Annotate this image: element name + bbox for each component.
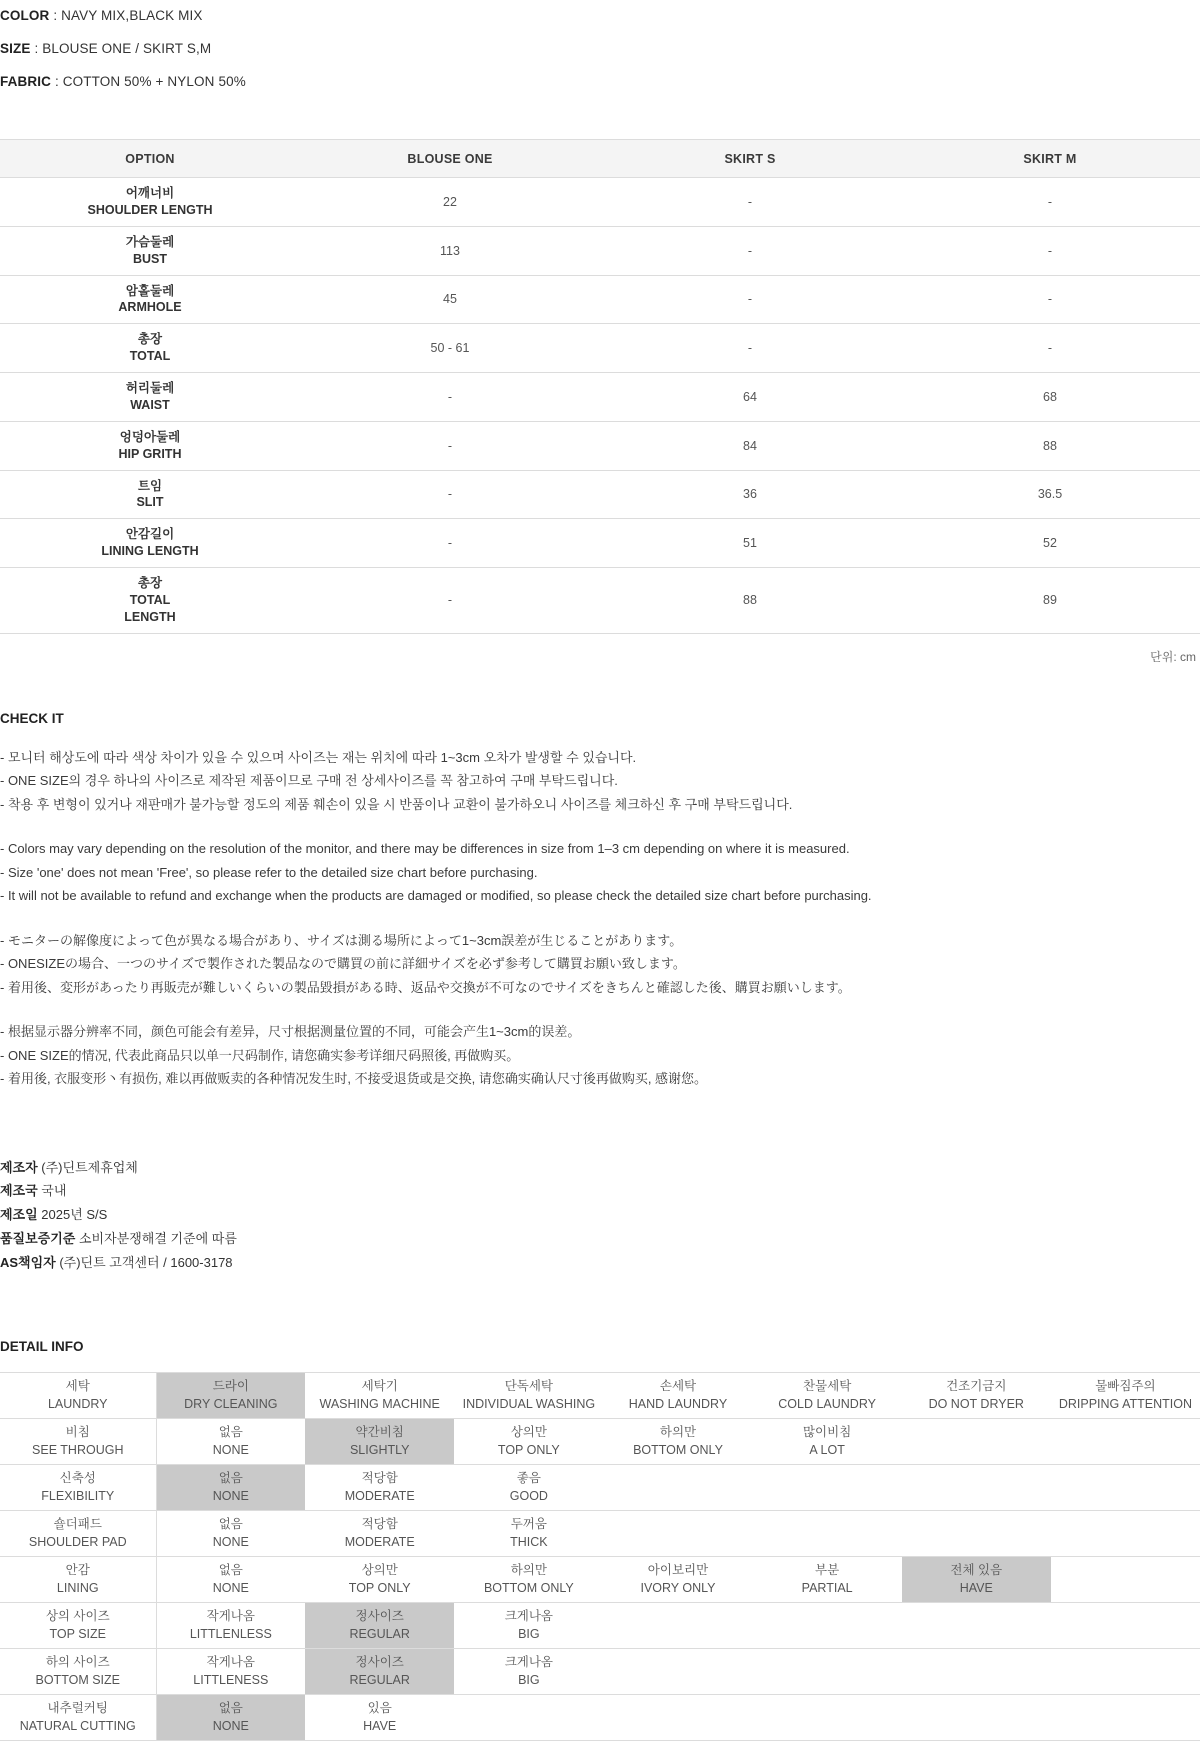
detail-option-kr: 크게나옴	[504, 1609, 553, 1624]
note-line: - 根据显示器分辨率不同，颜色可能会有差异，尺寸根据测量位置的不同，可能会产生1~3cm的误差。	[0, 1024, 581, 1040]
size-row-label-kr: 가슴둘레	[125, 234, 175, 249]
note-line: - Colors may vary depending on the resolution of the monitor, and there may be differences in size from 1–3 cm depending on where it is measured.	[0, 841, 850, 857]
detail-option-en: DRY CLEANING	[184, 1397, 278, 1412]
size-row-label-kr: 어깨너비	[125, 186, 175, 200]
detail-option-en: COLD LAUNDRY	[778, 1397, 876, 1412]
detail-option-en: TOP ONLY	[497, 1443, 560, 1458]
detail-option-cell[interactable]	[305, 1372, 454, 1418]
detail-empty-cell	[902, 1510, 1051, 1556]
size-cell: -	[300, 568, 600, 634]
detail-option-cell[interactable]	[454, 1510, 603, 1556]
size-row-label-kr: 암홀둘레	[125, 283, 175, 298]
detail-row-label-en: NATURAL CUTTING	[19, 1719, 136, 1734]
size-row-label-slit	[0, 470, 300, 519]
table-row	[0, 226, 1200, 275]
detail-option-cell[interactable]	[454, 1372, 603, 1418]
size-cell: -	[600, 178, 900, 227]
detail-info-row	[0, 1464, 1200, 1510]
table-row	[0, 373, 1200, 422]
detail-info-row	[0, 1418, 1200, 1464]
detail-option-kr: 정사이즈	[355, 1655, 404, 1670]
detail-empty-cell	[753, 1510, 902, 1556]
detail-option-cell[interactable]	[603, 1418, 752, 1464]
detail-row-label-kr: 신축성	[59, 1471, 96, 1486]
spec-color	[0, 8, 1200, 23]
detail-option-en: NONE	[212, 1581, 249, 1596]
detail-option-en: HAVE	[959, 1581, 993, 1596]
detail-option-cell[interactable]	[305, 1510, 454, 1556]
detail-info-table	[0, 1372, 1200, 1741]
size-cell: 36.5	[900, 470, 1200, 519]
detail-empty-cell	[753, 1602, 902, 1648]
size-row-label-kr: 트임	[137, 478, 163, 493]
maker-row	[0, 1230, 1200, 1249]
spec-size-value: : BLOUSE ONE / SKIRT S,M	[34, 41, 212, 56]
detail-option-en: PARTIAL	[801, 1581, 853, 1596]
maker-label: 제조국	[0, 1183, 38, 1199]
detail-option-cell[interactable]	[753, 1418, 902, 1464]
detail-option-cell[interactable]	[305, 1602, 454, 1648]
detail-row-label-en: SEE THROUGH	[32, 1443, 124, 1458]
size-row-label-en: SLIT	[136, 495, 164, 510]
size-cell: -	[600, 275, 900, 324]
detail-option-en: HAND LAUNDRY	[628, 1397, 728, 1412]
note-line: - It will not be available to refund and exchange when the products are damaged or modified, so please check the detailed size chart before purchasing.	[0, 888, 872, 904]
size-cell: 113	[300, 226, 600, 275]
detail-option-en: BOTTOM ONLY	[633, 1443, 723, 1458]
detail-row-label	[0, 1694, 156, 1740]
maker-row	[0, 1182, 1200, 1201]
detail-row-label	[0, 1648, 156, 1694]
size-row-label-kr: 허리둘레	[125, 381, 175, 395]
detail-option-cell[interactable]	[156, 1510, 305, 1556]
detail-option-kr: 없음	[218, 1701, 243, 1716]
detail-option-cell[interactable]	[156, 1556, 305, 1602]
detail-row-label-kr: 안감	[65, 1563, 90, 1578]
detail-row-label-kr: 숄더패드	[53, 1517, 102, 1532]
detail-option-kr: 정사이즈	[355, 1609, 404, 1624]
size-row-label-kr: 엉덩아둘레	[119, 429, 181, 444]
note-line: - 着用後, 衣服变形丶有损伤, 难以再做贩卖的各种情况发生时, 不接受退货或是交换, 请您确实确认尺寸後再做购买, 感谢您。	[0, 1071, 708, 1087]
detail-option-kr: 하의만	[659, 1425, 697, 1440]
detail-option-kr: 드라이	[212, 1379, 249, 1394]
maker-value: 소비자분쟁해결 기준에 따름	[75, 1231, 237, 1247]
size-cell: -	[900, 226, 1200, 275]
size-row-label-hip	[0, 421, 300, 470]
size-cell: -	[600, 226, 900, 275]
detail-option-kr: 작게나옴	[206, 1609, 255, 1624]
spec-fabric-label: FABRIC	[0, 74, 52, 89]
detail-row-label	[0, 1418, 156, 1464]
detail-option-cell[interactable]	[305, 1648, 454, 1694]
detail-empty-cell	[1051, 1602, 1200, 1648]
size-unit-note: 단위: cm	[1150, 649, 1196, 664]
detail-option-cell[interactable]	[156, 1694, 305, 1740]
size-row-label-waist	[0, 373, 300, 422]
detail-row-label-en: FLEXIBILITY	[41, 1489, 115, 1504]
detail-row-label-en: SHOULDER PAD	[28, 1535, 127, 1550]
detail-option-cell[interactable]	[902, 1556, 1051, 1602]
detail-option-kr: 단독세탁	[504, 1379, 553, 1394]
detail-option-kr: 찬물세탁	[802, 1379, 852, 1394]
maker-value: 2025년 S/S	[37, 1207, 108, 1223]
note-line: - 着用後、変形があったり再販売が難しいくらいの製品毀損がある時、返品や交換が不可なのでサイズをきちんと確認した後、購買お願いします。	[0, 979, 851, 995]
detail-option-en: GOOD	[509, 1489, 548, 1504]
detail-row-label	[0, 1556, 156, 1602]
size-cell: 52	[900, 519, 1200, 568]
size-header-option: OPTION	[0, 140, 300, 178]
detail-option-cell[interactable]	[902, 1372, 1051, 1418]
maker-label: 제조자	[0, 1159, 38, 1175]
size-header-skirt-m: SKIRT M	[900, 140, 1200, 178]
size-cell: -	[300, 421, 600, 470]
detail-option-en: INDIVIDUAL WASHING	[462, 1397, 596, 1412]
detail-row-label-en: LINING	[56, 1581, 99, 1596]
size-cell: 51	[600, 519, 900, 568]
note-line: - ONESIZEの場合、一つのサイズで製作された製品なので購買の前に詳細サイズを必ず参考して購買お願い致します。	[0, 956, 686, 972]
size-row-label-kr: 안감길이	[125, 527, 175, 542]
table-row	[0, 275, 1200, 324]
detail-option-cell[interactable]	[1051, 1372, 1200, 1418]
size-row-label-en: LINING LENGTH	[101, 544, 199, 559]
maker-row	[0, 1254, 1200, 1273]
note-gap	[0, 910, 1200, 931]
detail-empty-cell	[1051, 1648, 1200, 1694]
size-cell: 22	[300, 178, 600, 227]
detail-empty-cell	[1051, 1464, 1200, 1510]
detail-row-label	[0, 1602, 156, 1648]
detail-option-cell[interactable]	[156, 1464, 305, 1510]
maker-label: 제조일	[0, 1207, 38, 1223]
size-row-label-en: TOTAL LENGTH	[124, 592, 176, 624]
detail-option-en: WASHING MACHINE	[319, 1397, 440, 1412]
size-row-label-shoulder	[0, 178, 300, 227]
detail-option-cell[interactable]	[753, 1556, 902, 1602]
size-cell: 45	[300, 275, 600, 324]
detail-option-kr: 많이비침	[802, 1425, 852, 1440]
detail-option-cell[interactable]	[305, 1694, 454, 1740]
detail-empty-cell	[454, 1694, 603, 1740]
product-spec-block	[0, 0, 1200, 89]
detail-empty-cell	[902, 1464, 1051, 1510]
size-cell: -	[900, 324, 1200, 373]
size-cell: -	[300, 470, 600, 519]
detail-option-en: NONE	[212, 1443, 249, 1458]
table-row	[0, 470, 1200, 519]
size-row-label-en: SHOULDER LENGTH	[87, 202, 213, 217]
check-it-notes	[0, 748, 1200, 1089]
detail-option-en: REGULAR	[349, 1627, 410, 1642]
manufacturer-info	[0, 1159, 1200, 1273]
detail-info-body	[0, 1372, 1200, 1740]
detail-option-kr: 적당함	[361, 1471, 398, 1486]
maker-label: AS책임자	[0, 1255, 56, 1270]
detail-empty-cell	[1051, 1510, 1200, 1556]
detail-row-label	[0, 1372, 156, 1418]
table-row	[0, 568, 1200, 634]
detail-empty-cell	[1051, 1694, 1200, 1740]
spec-color-value: : NAVY MIX,BLACK MIX	[53, 8, 203, 23]
detail-option-kr: 좋음	[516, 1471, 541, 1486]
spec-color-label: COLOR	[0, 8, 50, 23]
size-row-label-total-length	[0, 568, 300, 634]
note-line: - Size 'one' does not mean 'Free', so please refer to the detailed size chart before purchasing.	[0, 864, 538, 880]
detail-row-label-en: BOTTOM SIZE	[35, 1673, 120, 1688]
detail-option-kr: 두꺼움	[510, 1517, 547, 1532]
detail-option-cell[interactable]	[156, 1648, 305, 1694]
size-header-blouse-one: BLOUSE ONE	[300, 140, 600, 178]
detail-option-cell[interactable]	[156, 1372, 305, 1418]
table-row	[0, 421, 1200, 470]
detail-option-kr: 작게나옴	[206, 1655, 255, 1670]
note-line: - 착용 후 변형이 있거나 재판매가 불가능할 정도의 제품 훼손이 있을 시 반품이나 교환이 불가하오니 사이즈를 체크하신 후 구매 부탁드립니다.	[0, 796, 793, 812]
detail-empty-cell	[753, 1648, 902, 1694]
detail-option-cell[interactable]	[603, 1556, 752, 1602]
size-cell: 68	[900, 373, 1200, 422]
detail-row-label-kr: 상의 사이즈	[45, 1609, 110, 1624]
detail-row-label-en: LAUNDRY	[47, 1397, 108, 1412]
detail-option-en: A LOT	[809, 1443, 845, 1458]
size-chart-head	[0, 140, 1200, 178]
detail-option-en: MODERATE	[344, 1489, 415, 1504]
spec-size-label: SIZE	[0, 41, 31, 56]
size-row-label-total	[0, 324, 300, 373]
detail-info-row	[0, 1372, 1200, 1418]
detail-option-en: IVORY ONLY	[640, 1581, 716, 1596]
detail-option-kr: 하의만	[510, 1563, 547, 1578]
size-row-label-en: TOTAL	[129, 349, 171, 364]
detail-empty-cell	[753, 1464, 902, 1510]
detail-option-kr: 없음	[218, 1471, 243, 1486]
detail-info-row	[0, 1510, 1200, 1556]
detail-empty-cell	[603, 1694, 752, 1740]
detail-info-row	[0, 1556, 1200, 1602]
detail-option-cell[interactable]	[603, 1372, 752, 1418]
size-row-label-bust	[0, 226, 300, 275]
spec-fabric-value: : COTTON 50% + NYLON 50%	[54, 74, 246, 89]
note-gap	[0, 818, 1200, 839]
detail-option-en: MODERATE	[344, 1535, 415, 1550]
maker-value: (주)딘트제휴업체	[37, 1159, 138, 1175]
detail-empty-cell	[1051, 1418, 1200, 1464]
size-cell: 64	[600, 373, 900, 422]
size-cell: 36	[600, 470, 900, 519]
detail-option-kr: 상의만	[361, 1563, 398, 1578]
detail-row-label-kr: 내추럴커팅	[47, 1701, 108, 1716]
detail-option-en: DRIPPING ATTENTION	[1058, 1397, 1192, 1412]
detail-info-row	[0, 1648, 1200, 1694]
detail-option-cell[interactable]	[454, 1418, 603, 1464]
maker-label: 품질보증기준	[0, 1231, 76, 1247]
detail-option-en: BOTTOM ONLY	[483, 1581, 574, 1596]
maker-row	[0, 1159, 1200, 1178]
spec-fabric	[0, 74, 1200, 89]
detail-empty-cell	[753, 1694, 902, 1740]
detail-option-en: BIG	[518, 1627, 540, 1642]
detail-row-label-en: TOP SIZE	[49, 1627, 106, 1642]
size-cell: -	[900, 275, 1200, 324]
detail-option-cell[interactable]	[454, 1464, 603, 1510]
detail-option-en: DO NOT DRYER	[928, 1397, 1024, 1412]
detail-row-label-kr: 세탁	[65, 1379, 90, 1394]
detail-option-en: LITTLENESS	[193, 1673, 269, 1688]
detail-empty-cell	[603, 1464, 752, 1510]
detail-option-kr: 없음	[218, 1517, 243, 1532]
detail-option-kr: 크게나옴	[504, 1655, 553, 1670]
note-line: - 모니터 해상도에 따라 색상 차이가 있을 수 있으며 사이즈는 재는 위치에 따라 1~3cm 오차가 발생할 수 있습니다.	[0, 749, 637, 765]
detail-option-kr: 전체 있음	[950, 1563, 1003, 1578]
table-row	[0, 324, 1200, 373]
detail-empty-cell	[902, 1418, 1051, 1464]
detail-option-cell[interactable]	[454, 1648, 603, 1694]
detail-option-cell[interactable]	[156, 1418, 305, 1464]
size-row-label-en: HIP GRITH	[118, 446, 182, 461]
detail-info-title: DETAIL INFO	[0, 1338, 84, 1354]
detail-option-kr: 있음	[367, 1701, 392, 1716]
size-row-label-lining-length	[0, 519, 300, 568]
size-cell: -	[600, 324, 900, 373]
detail-option-kr: 부분	[815, 1563, 840, 1578]
size-row-label-kr: 총장	[137, 332, 163, 347]
detail-option-en: THICK	[510, 1535, 548, 1550]
detail-option-kr: 손세탁	[659, 1379, 697, 1394]
size-cell: 50 - 61	[300, 324, 600, 373]
detail-option-cell[interactable]	[753, 1372, 902, 1418]
detail-empty-cell	[603, 1602, 752, 1648]
detail-empty-cell	[1051, 1556, 1200, 1602]
detail-option-cell[interactable]	[156, 1602, 305, 1648]
size-row-label-armhole	[0, 275, 300, 324]
detail-empty-cell	[902, 1694, 1051, 1740]
detail-row-label-kr: 하의 사이즈	[45, 1655, 110, 1670]
detail-option-cell[interactable]	[305, 1464, 454, 1510]
note-line: - ONE SIZE的情况, 代表此商品只以单一尺码制作, 请您确实参考详细尺码照後, 再做购买。	[0, 1047, 520, 1063]
size-cell: 88	[900, 421, 1200, 470]
size-row-label-en: WAIST	[130, 397, 170, 412]
detail-option-kr: 없음	[218, 1425, 243, 1440]
size-cell: 88	[600, 568, 900, 634]
maker-row	[0, 1206, 1200, 1225]
size-cell: 89	[900, 568, 1200, 634]
size-cell: 84	[600, 421, 900, 470]
detail-option-cell[interactable]	[454, 1556, 603, 1602]
size-header-skirt-s: SKIRT S	[600, 140, 900, 178]
detail-option-kr: 적당함	[361, 1517, 398, 1532]
detail-row-label	[0, 1510, 156, 1556]
detail-option-kr: 약간비침	[355, 1425, 404, 1440]
detail-row-label-kr: 비침	[65, 1425, 90, 1440]
detail-option-en: TOP ONLY	[348, 1581, 411, 1596]
detail-empty-cell	[902, 1602, 1051, 1648]
size-cell: -	[900, 178, 1200, 227]
detail-option-cell[interactable]	[454, 1602, 603, 1648]
detail-option-kr: 건조기금지	[946, 1379, 1007, 1394]
detail-option-en: LITTLENLESS	[189, 1627, 272, 1642]
detail-option-kr: 상의만	[510, 1425, 547, 1440]
size-row-label-en: ARMHOLE	[118, 300, 182, 315]
check-it-title: CHECK IT	[0, 710, 64, 726]
note-line: - ONE SIZE의 경우 하나의 사이즈로 제작된 제품이므로 구매 전 상세사이즈를 꼭 참고하여 구매 부탁드립니다.	[0, 773, 618, 789]
detail-option-en: NONE	[212, 1719, 249, 1734]
size-chart-body	[0, 178, 1200, 634]
detail-option-en: NONE	[212, 1535, 249, 1550]
detail-empty-cell	[902, 1648, 1051, 1694]
detail-option-kr: 세탁기	[361, 1379, 398, 1394]
detail-option-en: NONE	[212, 1489, 249, 1504]
detail-empty-cell	[603, 1510, 752, 1556]
size-chart-table	[0, 139, 1200, 634]
maker-value: 국내	[37, 1183, 67, 1199]
detail-option-en: HAVE	[363, 1719, 397, 1734]
detail-info-row	[0, 1602, 1200, 1648]
table-row	[0, 519, 1200, 568]
detail-option-kr: 아이보리만	[647, 1563, 709, 1578]
table-row	[0, 178, 1200, 227]
detail-option-kr: 물빠짐주의	[1095, 1379, 1156, 1394]
note-gap	[0, 1001, 1200, 1022]
maker-value: (주)딘트 고객센터 / 1600-3178	[55, 1255, 233, 1270]
detail-row-label	[0, 1464, 156, 1510]
size-row-label-kr: 총장	[137, 576, 163, 590]
detail-option-cell[interactable]	[305, 1556, 454, 1602]
detail-option-en: SLIGHTLY	[349, 1443, 410, 1458]
size-chart-section	[0, 139, 1200, 665]
size-cell: -	[300, 519, 600, 568]
detail-option-cell[interactable]	[305, 1418, 454, 1464]
size-cell: -	[300, 373, 600, 422]
detail-option-en: BIG	[518, 1673, 540, 1688]
detail-info-row	[0, 1694, 1200, 1740]
detail-option-en: REGULAR	[349, 1673, 410, 1688]
note-line: - モニターの解像度によって色が異なる場合があり、サイズは測る場所によって1~3cm誤差が生じることがあります。	[0, 932, 683, 948]
detail-option-kr: 없음	[218, 1563, 243, 1578]
size-row-label-en: BUST	[132, 251, 168, 266]
size-chart-header-row	[0, 140, 1200, 178]
detail-empty-cell	[603, 1648, 752, 1694]
spec-size	[0, 41, 1200, 56]
